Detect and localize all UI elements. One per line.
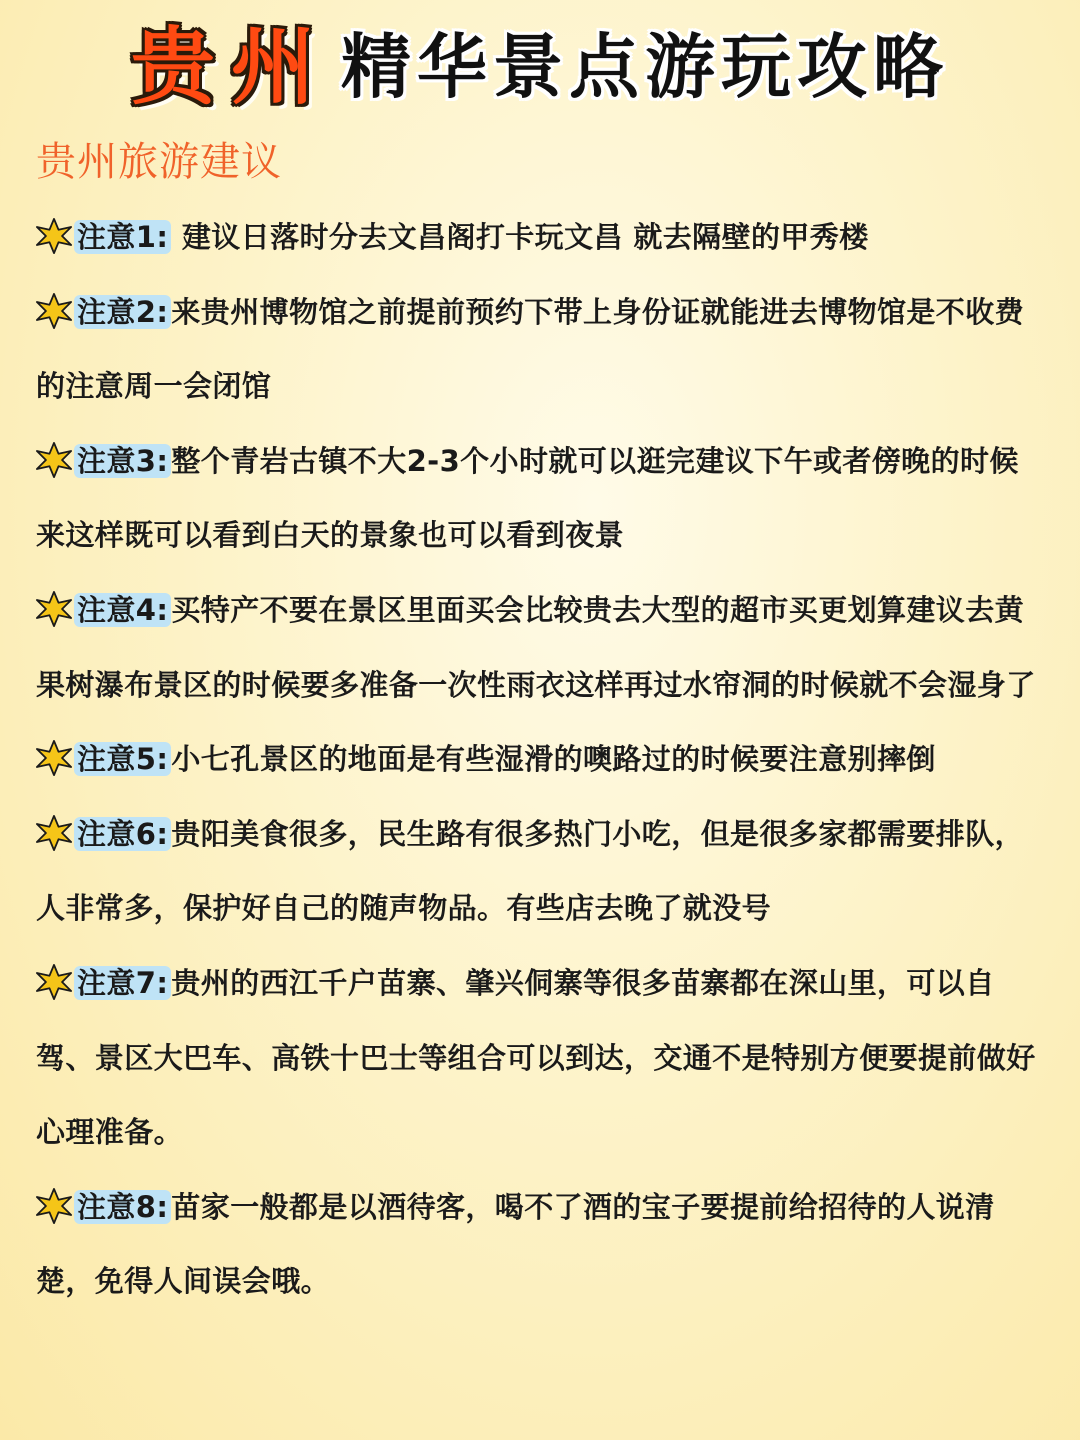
- star-icon: [36, 964, 72, 1000]
- title-main: 精华景点游玩攻略: [341, 25, 949, 108]
- note-text: 买特产不要在景区里面买会比较贵去大型的超市买更划算建议去黄果树瀑布景区的时候要多准备一次性雨衣这样再过水帘洞的时候就不会湿身了: [36, 592, 1036, 702]
- note-text: 小七孔景区的地面是有些湿滑的噢路过的时候要注意别摔倒: [171, 742, 936, 777]
- section-subtitle: 贵州旅游建议: [36, 139, 282, 185]
- star-icon: [36, 591, 72, 627]
- note-tag: 注意3:: [74, 444, 171, 478]
- title-accent: 贵州: [130, 17, 331, 116]
- note-tag: 注意2:: [74, 295, 171, 329]
- note-text: 苗家一般都是以酒待客，喝不了酒的宝子要提前给招待的人说清楚，免得人间误会哦。: [36, 1189, 995, 1299]
- note-item: [36, 946, 1046, 1170]
- note-tag: 注意4:: [74, 593, 171, 627]
- note-item: [36, 200, 1046, 275]
- star-icon: [36, 815, 72, 851]
- star-icon: [36, 293, 72, 329]
- note-text: 贵州的西江千户苗寨、肇兴侗寨等很多苗寨都在深山里，可以自驾、景区大巴车、高铁十巴士等组合可以到达，交通不是特别方便要提前做好心理准备。: [36, 965, 1036, 1150]
- page-title: [0, 18, 1080, 114]
- star-icon: [36, 740, 72, 776]
- note-text: 来贵州博物馆之前提前预约下带上身份证就能进去博物馆是不收费的注意周一会闭馆: [36, 294, 1024, 404]
- note-item: [36, 275, 1046, 424]
- note-item: [36, 722, 1046, 797]
- star-icon: [36, 218, 72, 254]
- note-tag: 注意5:: [74, 742, 171, 776]
- note-item: [36, 797, 1046, 946]
- star-icon: [36, 1188, 72, 1224]
- note-text: 贵阳美食很多，民生路有很多热门小吃，但是很多家都需要排队，人非常多，保护好自己的随声物品。有些店去晚了就没号: [36, 816, 1024, 926]
- notes-list: [36, 200, 1046, 1319]
- note-tag: 注意8:: [74, 1190, 171, 1224]
- note-item: [36, 424, 1046, 573]
- star-icon: [36, 442, 72, 478]
- note-text: 整个青岩古镇不大2-3个小时就可以逛完建议下午或者傍晚的时候来这样既可以看到白天的景象也可以看到夜景: [36, 443, 1019, 553]
- note-item: [36, 1170, 1046, 1319]
- note-item: [36, 573, 1046, 722]
- note-text: 建议日落时分去文昌阁打卡玩文昌 就去隔壁的甲秀楼: [171, 220, 869, 254]
- note-tag: 注意6:: [74, 817, 171, 851]
- note-tag: 注意1:: [74, 220, 171, 254]
- note-tag: 注意7:: [74, 966, 171, 1000]
